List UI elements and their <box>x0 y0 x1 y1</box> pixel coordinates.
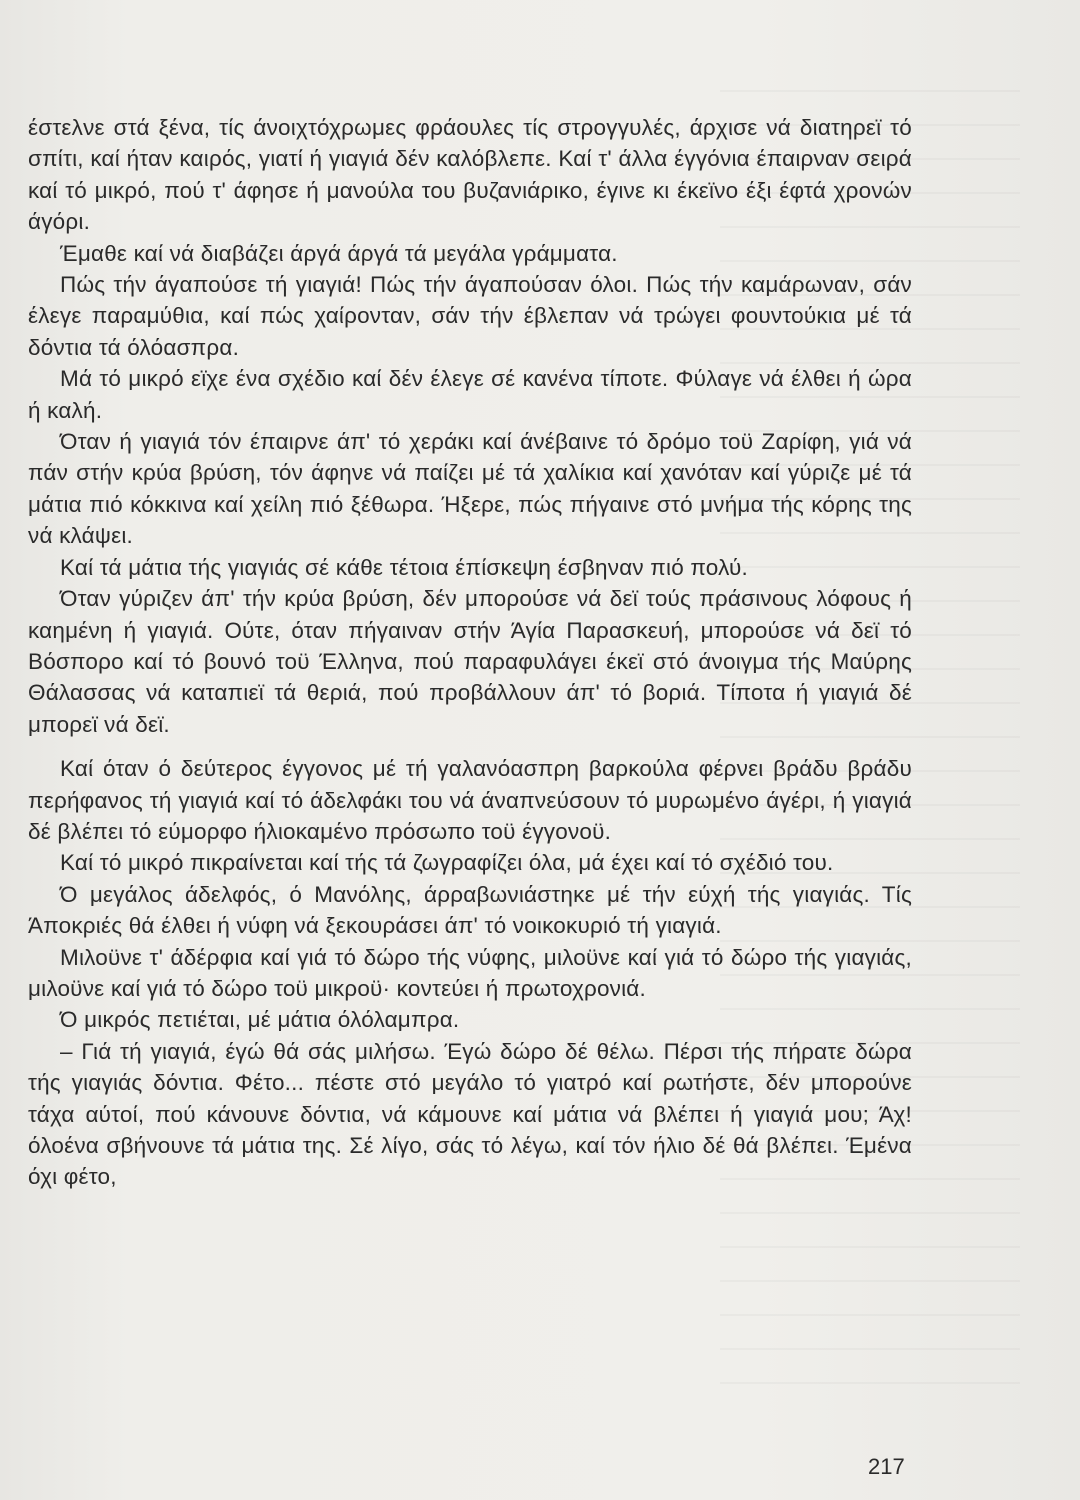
paragraph: έστελνε στά ξένα, τίς άνοιχτόχρωμες φράουλες τίς στρογγυλές, άρχισε νά διατηρεϊ τό σπίτι, καί ήταν καιρός, γιατί ή γιαγιά δέν καλόβλεπε. Καί τ' άλλα έγγόνια έπαιρναν σειρά καί τό μικρό, πού τ' άφησε ή μανούλα του βυζανιάρικο, έγινε κι έκεϊνο έξι έφτά χρονών άγόρι. <box>28 115 912 235</box>
paragraph: Καί τό μικρό πικραίνεται καί τής τά ζωγραφίζει όλα, μά έχει καί τό σχέδιό του. <box>60 850 834 876</box>
paragraph: Καί όταν ό δεύτερος έγγονος μέ τή γαλανόασπρη βαρκούλα φέρνει βράδυ βράδυ περήφανος τή γιαγιά καί τό άδελφάκι του νά άναπνεύσουν τό μυρωμένο άγέρι, ή γιαγιά δέ βλέπει τό εύμορφο ήλιοκαμένο πρόσωπο τοϋ έγγονοϋ. <box>28 756 912 844</box>
paragraph: Όταν γύριζεν άπ' τήν κρύα βρύση, δέν μπορούσε νά δεϊ τούς πράσινους λόφους ή καημένη ή γιαγιά. Ούτε, όταν πήγαιναν στήν Άγία Παρασκευή, μπορούσε νά δεϊ τό Βόσπορο καί τό βουνό τοϋ Έλληνα, πού παραφυλάγει έκεϊ στό άνοιγμα τής Μαύρης Θάλασσας νά καταπιεϊ τά θεριά, πού προβάλλουν άπ' τό βοριά. Τίποτα ή γιαγιά δέ μπορεϊ νά δεϊ. <box>28 586 912 737</box>
paragraph: Έμαθε καί νά διαβάζει άργά άργά τά μεγάλα γράμματα. <box>60 240 618 266</box>
paragraph: Ό μεγάλος άδελφός, ό Μανόλης, άρραβωνιάστηκε μέ τήν εύχή τής γιαγιάς. Τίς Άποκριές θά έλθει ή νύφη νά ξεκουράσει άπ' τό νοικοκυριό τή γιαγιά. <box>28 881 912 939</box>
paragraph: Καί τά μάτια τής γιαγιάς σέ κάθε τέτοια έπίσκεψη έσβηναν πιό πολύ. <box>60 554 748 580</box>
body-text <box>28 112 912 1193</box>
paragraph: Όταν ή γιαγιά τόν έπαιρνε άπ' τό χεράκι καί άνέβαινε τό δρόμο τοϋ Ζαρίφη, γιά νά πάν στήν κρύα βρύση, τόν άφηνε νά παίζει μέ τά χαλίκια καί χανόταν καί γύριζε μέ τά μάτια πιό κόκκινα καί χείλη πιό ξέθωρα. Ήξερε, πώς πήγαινε στό μνήμα τής κόρης της νά κλάψει. <box>28 429 912 549</box>
paragraph: Ό μικρός πετιέται, μέ μάτια όλόλαμπρα. <box>60 1007 460 1033</box>
paragraph: Μιλοϋνε τ' άδέρφια καί γιά τό δώρο τής νύφης, μιλοϋνε καί γιά τό δώρο τής γιαγιάς, μιλοϋνε καί γιά τό δώρο τοϋ μικροϋ· κοντεύει ή πρωτοχρονιά. <box>28 944 912 1001</box>
paragraph: Μά τό μικρό εϊχε ένα σχέδιο καί δέν έλεγε σέ κανένα τίποτε. Φύλαγε νά έλθει ή ώρα ή καλή. <box>28 366 912 423</box>
paragraph: – Γιά τή γιαγιά, έγώ θά σάς μιλήσω. Έγώ δώρο δέ θέλω. Πέρσι τής πήρατε δώρα τής γιαγιάς δόντια. Φέτο... πέστε στό μεγάλο τό γιατρό καί ρωτήστε, δέν μπορούνε τάχα αύτοί, πού κάνουνε δόντια, νά κάμουνε καί μάτια νά βλέπει ή γιαγιά μου; Άχ! όλοένα σβήνουνε τά μάτια της. Σέ λίγο, σάς τό λέγω, καί τόν ήλιο δέ θά βλέπει. Έμένα όχι φέτο, <box>28 1038 912 1190</box>
paragraph: Πώς τήν άγαπούσε τή γιαγιά! Πώς τήν άγαπούσαν όλοι. Πώς τήν καμάρωναν, σάν έλεγε παραμύθια, καί πώς χαίρονταν, σάν τήν έβλεπαν νά τρώγει φουντούκια μέ τά δόντια τά όλόασπρα. <box>28 272 912 360</box>
page-number: 217 <box>868 1454 905 1479</box>
